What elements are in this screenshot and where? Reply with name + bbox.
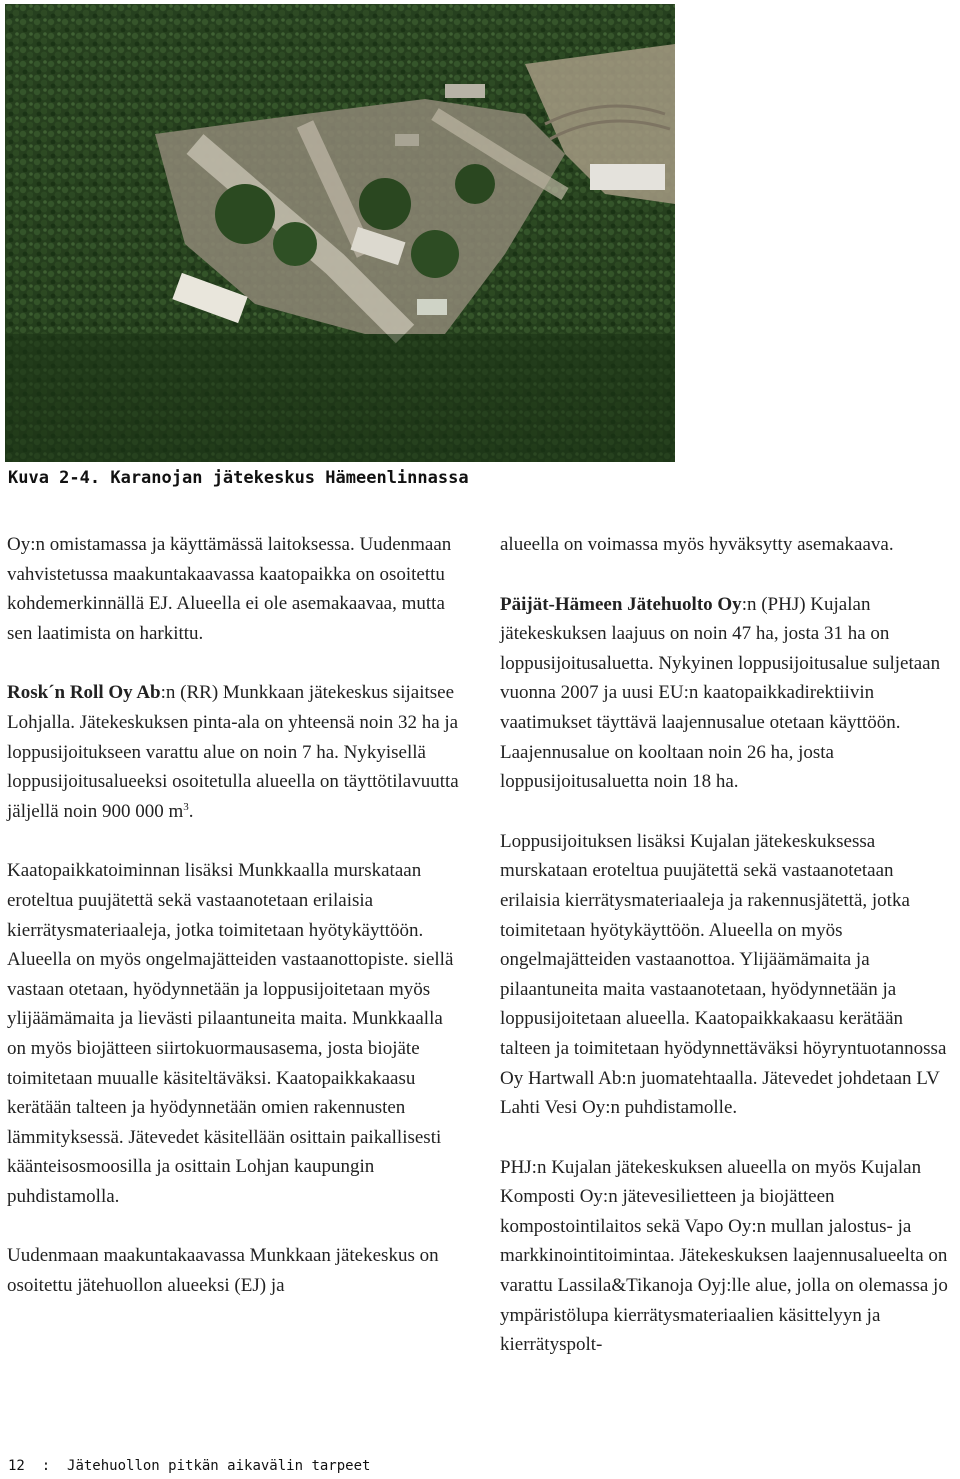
- paragraph-text: :n (PHJ) Kujalan jätekeskuksen laajuus on noin 47 ha, josta 31 ha on loppusijoitusaluetta. Nykyinen loppusijoitusalue suljetaan vuonna 2007 ja uusi EU:n kaatopaikkadirektiivin vaatimukset täyttävä laajennusalue otetaan käyttöön. Laajennusalue on kooltaan noin 26 ha, josta loppusijoitusaluetta noin 18 ha.: [500, 593, 941, 793]
- paragraph: Loppusijoituksen lisäksi Kujalan jätekeskuksessa murskataan eroteltua puujätettä sekä vastaanotetaan erilaisia kierrätysmateriaaleja ja rakennusjätettä, jotka toimitetaan hyötykäyttöön. Alueella on myös ongelmajätteiden vastaanottoa. Ylijäämämaita ja pilaantuneita maita vastaanotetaan, hyödynnetään ja loppusijoitetaan alueella. Kaatopaikkakaasu kerätään talteen ja toimitetaan hyödynnettäväksi höyryntuotannossa Oy Hartwall Ab:n juomatehtaalla. Jätevedet johdetaan LV Lahti Vesi Oy:n puhdistamolle.: [500, 830, 947, 1119]
- paragraph: [7, 678, 459, 826]
- figure-caption: Kuva 2-4. Karanojan jätekeskus Hämeenlinnassa: [8, 468, 469, 488]
- paragraph: Kaatopaikkatoiminnan lisäksi Munkkaalla murskataan eroteltua puujätettä sekä vastaanotetaan erilaisia kierrätysmateriaaleja, jotka toimitetaan hyötykäyttöön. Alueella on myös ongelmajätteiden vastaanottopiste. siellä vastaan otetaan, hyödynnetään ja loppusijoitetaan myös ylijäämämaita ja lievästi pilaantuneita maita. Munkkaalla on myös biojätteen siirtokuormausasema, josta biojäte toimitetaan muualle käsiteltäväksi. Kaatopaikkakaasu kerätään talteen ja hyödynnetään omien rakennusten lämmityksessä. Jätevedet käsitellään osittain paikallisesti käänteisosmoosilla ja osittain Lohjan kaupungin puhdistamolla.: [7, 860, 454, 1207]
- paragraph: PHJ:n Kujalan jätekeskuksen alueella on myös Kujalan Komposti Oy:n jätevesilietteen ja biojätteen kompostointilaitos sekä Vapo Oy:n mullan jalostus- ja markkinointitoimintaa. Jätekeskuksen laajennusalueelta on varattu Lassila&Tikanoja Oyj:lle alue, jolla on olemassa jo ympäristölupa kierrätysmateriaalien käsittelyyn ja kierrätyspolt-: [500, 1156, 948, 1356]
- left-column: [7, 530, 459, 1331]
- page-number: 12: [8, 1458, 25, 1474]
- superscript: 3: [183, 800, 189, 813]
- company-name: Päijät-Hämeen Jätehuolto Oy: [500, 593, 742, 615]
- right-column: [500, 530, 955, 1390]
- paragraph: Uudenmaan maakuntakaavassa Munkkaan jätekeskus on osoitettu jätehuollon alueeksi (EJ) ja: [7, 1245, 439, 1297]
- paragraph: [500, 590, 955, 797]
- footer-separator: :: [41, 1458, 51, 1474]
- aerial-photo: [5, 4, 675, 462]
- footer-title: Jätehuollon pitkän aikavälin tarpeet: [67, 1458, 371, 1474]
- page-footer: [8, 1458, 370, 1474]
- paragraph: alueella on voimassa myös hyväksytty asemakaava.: [500, 534, 894, 555]
- paragraph-text: :n (RR) Munkkaan jätekeskus sijaitsee Lohjalla. Jätekeskuksen pinta-ala on yhteensä noin 32 ha ja loppusijoitukseen varattu alue on noin 7 ha. Nykyisellä loppusijoitusalueeksi osoitetulla alueella on täyttötilavuutta jäljellä noin 900 000 m: [7, 682, 459, 822]
- company-name: Rosk´n Roll Oy Ab: [7, 682, 161, 704]
- aerial-photo-image: [5, 4, 675, 462]
- paragraph: Oy:n omistamassa ja käyttämässä laitoksessa. Uudenmaan vahvistetussa maakuntakaavassa kaatopaikka on osoitettu kohdemerkinnällä EJ. Alueella ei ole asemakaavaa, mutta sen laatimista on harkittu.: [7, 534, 452, 644]
- paragraph-end: .: [188, 800, 194, 822]
